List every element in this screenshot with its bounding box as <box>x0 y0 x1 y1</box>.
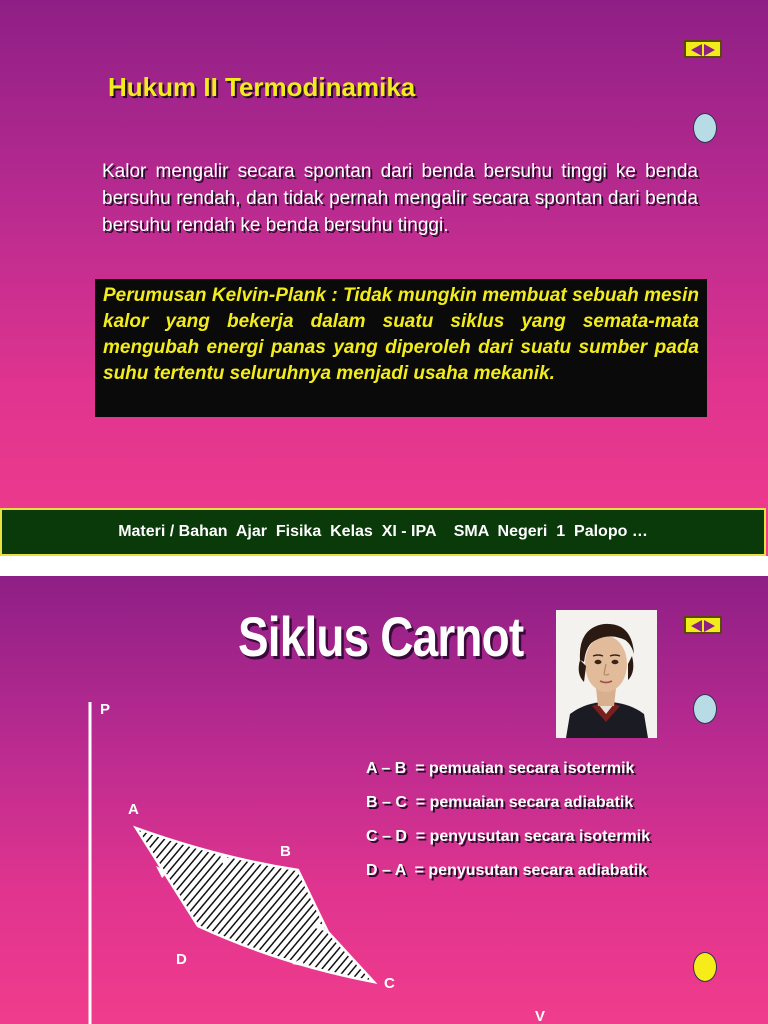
nav-arrows-icon[interactable] <box>684 616 722 634</box>
nav-arrows-icon[interactable] <box>684 40 722 58</box>
legend-item-cd: C – D = penyusutan secara isotermik <box>366 828 651 845</box>
kelvin-plank-box <box>95 279 707 417</box>
point-a-label: A <box>128 801 139 818</box>
arrow-left-icon[interactable] <box>691 44 702 56</box>
x-axis-label: V <box>535 1008 546 1024</box>
carnot-pv-diagram <box>80 696 560 1024</box>
legend-item-ab: A – B = pemuaian secara isotermik <box>366 760 635 777</box>
point-c-label: C <box>384 975 395 992</box>
y-axis-label: P <box>100 701 111 718</box>
slide-title: Hukum II Termodinamika <box>108 72 416 102</box>
slide-siklus-carnot <box>0 576 768 1024</box>
arrow-right-icon[interactable] <box>704 620 715 632</box>
legend-item-da: D – A = penyusutan secara adiabatik <box>366 862 648 879</box>
footer-banner: Materi / Bahan Ajar Fisika Kelas XI - IPA SMA Negeri 1 Palopo … <box>0 508 766 556</box>
carnot-portrait <box>556 610 657 738</box>
law-paragraph: Kalor mengalir secara spontan dari benda bersuhu tinggi ke benda bersuhu rendah, dan tidak pernah mengalir secara spontan dari benda bersuhu rendah ke benda bersuhu tinggi. <box>102 161 698 236</box>
arrow-right-icon[interactable] <box>704 44 715 56</box>
arrow-left-icon[interactable] <box>691 620 702 632</box>
slide-title: Siklus Carnot <box>238 605 524 668</box>
carnot-cycle-area <box>136 828 374 982</box>
circle-yellow-icon[interactable] <box>693 952 717 982</box>
point-b-label: B <box>280 843 291 860</box>
circle-blue-icon[interactable] <box>693 694 717 724</box>
legend-item-bc: B – C = pemuaian secara adiabatik <box>366 794 634 811</box>
point-d-label: D <box>176 951 187 968</box>
kelvin-plank-text: Perumusan Kelvin-Plank : Tidak mungkin membuat sebuah mesin kalor yang bekerja dalam suatu siklus yang semata-mata mengubah energi panas yang diperoleh dari suatu sumber pada suhu tertentu seluruhnya menjadi usaha mekanik. <box>103 285 699 384</box>
circle-blue-icon[interactable] <box>693 113 717 143</box>
